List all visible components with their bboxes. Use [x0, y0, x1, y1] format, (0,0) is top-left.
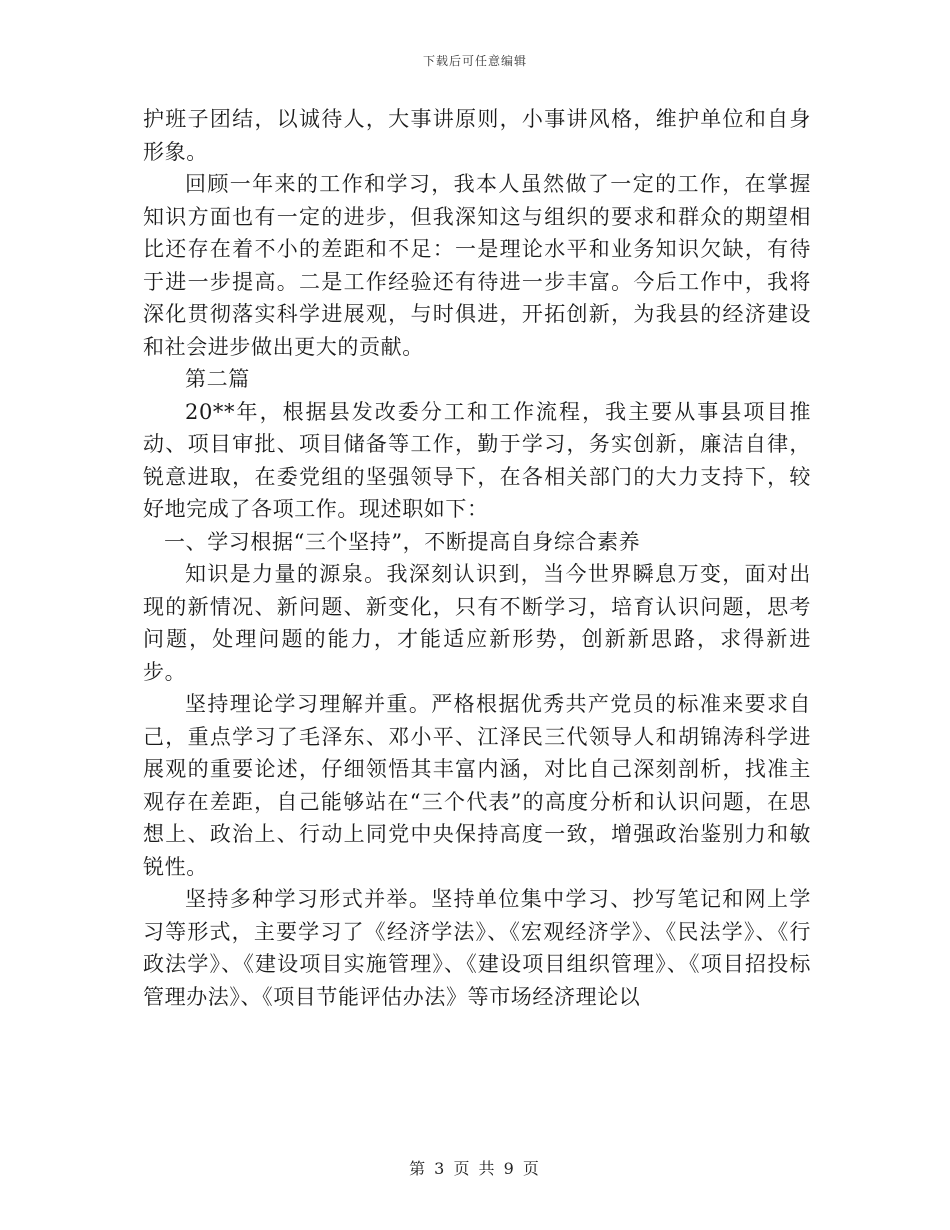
section-heading-study: 一、学习根据“三个坚持”，不断提高自身综合素养 — [164, 529, 641, 554]
document-body — [143, 103, 811, 1013]
paragraph-review: 回顾一年来的工作和学习，我本人虽然做了一定的工作，在掌握知识方面也有一定的进步，但我深知这与组织的要求和群众的期望相比还存在着不小的差距和不足：一是理论水平和业务知识欠缺，有待于进一步提高。二是工作经验还有待进一步丰富。今后工作中，我将深化贯彻落实科学进展观，与时俱进，开拓创新，为我县的经济建设和社会进步做出更大的贡献。 — [143, 172, 811, 359]
section-heading-second-part: 第二篇 — [185, 367, 250, 391]
paragraph-study-forms: 坚持多种学习形式并举。坚持单位集中学习、抄写笔记和网上学习等形式，主要学习了《经济学法》、《宏观经济学》、《民法学》、《行政法学》、《建设项目实施管理》、《建设项目组织管理》、《项目招投标管理办法》、《项目节能评估办法》等市场经济理论以 — [143, 887, 811, 1009]
paragraph-intro: 20**年，根据县发改委分工和工作流程，我主要从事县项目推动、项目审批、项目储备等工作，勤于学习，务实创新，廉洁自律，锐意进取，在委党组的坚强领导下，在各相关部门的大力支持下，较好地完成了各项工作。现述职如下： — [143, 399, 811, 521]
paragraph-continued: 护班子团结，以诚待人，大事讲原则，小事讲风格，维护单位和自身形象。 — [143, 107, 811, 164]
paragraph-theory-study: 坚持理论学习理解并重。严格根据优秀共产党员的标准来要求自己，重点学习了毛泽东、邓小平、江泽民三代领导人和胡锦涛科学进展观的重要论述，仔细领悟其丰富内涵，对比自己深刻剖析，找准主观存在差距，自己能够站在“三个代表”的高度分析和认识问题，在思想上、政治上、行动上同党中央保持高度一致，增强政治鉴别力和敏锐性。 — [143, 692, 811, 879]
paragraph-knowledge: 知识是力量的源泉。我深刻认识到，当今世界瞬息万变，面对出现的新情况、新问题、新变化，只有不断学习，培育认识问题，思考问题，处理问题的能力，才能适应新形势，创新新思路，求得新进步。 — [143, 562, 811, 684]
page-header-note: 下载后可任意编辑 — [422, 54, 527, 68]
page-number: 第 3 页 共 9 页 — [409, 1159, 541, 1178]
